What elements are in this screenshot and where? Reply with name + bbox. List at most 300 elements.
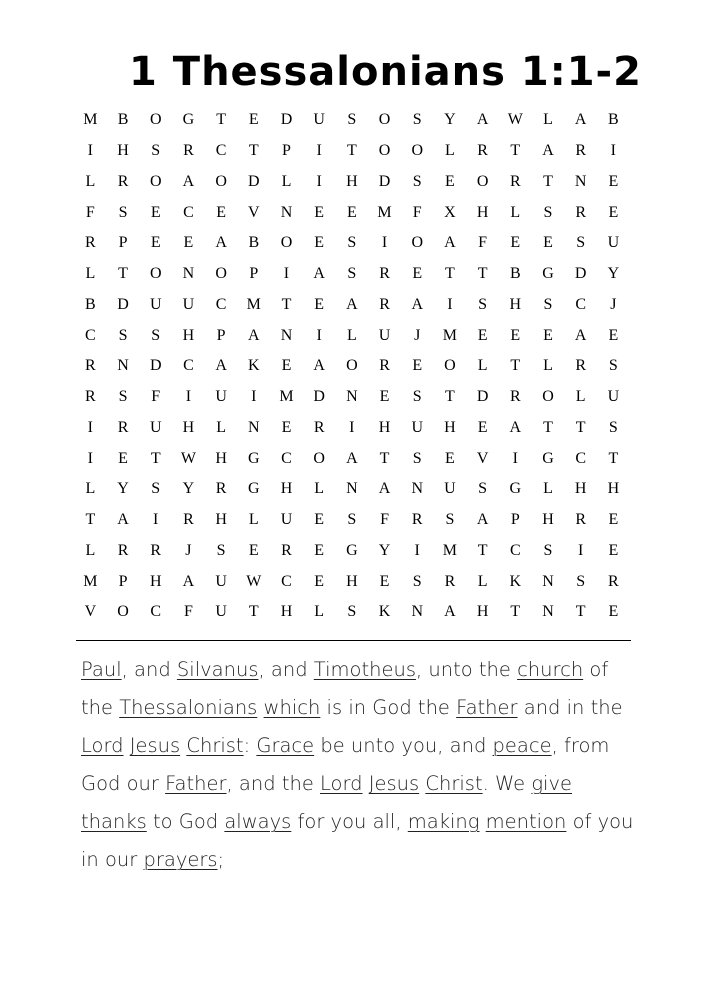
grid-letter: S xyxy=(347,265,357,283)
grid-letter: H xyxy=(444,418,456,436)
grid-letter: E xyxy=(281,418,292,436)
grid-letter: E xyxy=(379,388,390,406)
passage-text: : xyxy=(243,734,257,757)
grid-letter: I xyxy=(577,541,584,559)
grid-row xyxy=(74,167,630,198)
grid-letter: R xyxy=(575,511,586,529)
grid-letter: T xyxy=(445,265,455,283)
grid-letter: D xyxy=(117,295,129,313)
hidden-word: mention xyxy=(485,810,567,833)
grid-letter: Y xyxy=(607,265,620,283)
grid-letter: E xyxy=(314,295,325,313)
grid-letter: N xyxy=(411,480,423,498)
grid-letter: P xyxy=(118,572,128,590)
grid-letter: R xyxy=(150,541,162,559)
grid-letter: U xyxy=(149,295,162,313)
grid-letter: O xyxy=(149,265,162,283)
grid-letter: A xyxy=(411,295,423,313)
grid-letter: P xyxy=(118,234,128,252)
grid-letter: T xyxy=(477,541,488,559)
grid-letter: F xyxy=(183,603,193,621)
grid-letter: O xyxy=(149,111,162,129)
grid-letter: R xyxy=(379,265,390,283)
grid-letter: L xyxy=(543,111,553,129)
grid-letter: B xyxy=(117,111,129,129)
grid-letter: N xyxy=(542,603,554,621)
grid-letter: Y xyxy=(182,480,195,498)
grid-letter: S xyxy=(412,388,422,406)
grid-letter: J xyxy=(414,326,421,344)
hidden-word: Lord xyxy=(81,734,124,757)
grid-letter: E xyxy=(608,326,619,344)
grid-letter: G xyxy=(248,449,260,467)
hidden-word: Jesus xyxy=(129,734,181,757)
grid-letter: E xyxy=(314,234,325,252)
grid-row xyxy=(74,597,630,628)
word-search-grid xyxy=(74,105,630,628)
grid-row xyxy=(74,105,630,136)
grid-letter: C xyxy=(183,357,194,375)
grid-letter: L xyxy=(216,418,226,436)
grid-row xyxy=(74,443,630,474)
grid-letter: E xyxy=(314,572,325,590)
grid-letter: M xyxy=(246,295,261,313)
grid-letter: O xyxy=(215,265,227,283)
hidden-word: always xyxy=(224,810,292,833)
grid-letter: A xyxy=(476,511,489,529)
grid-letter: R xyxy=(313,418,325,436)
grid-letter: I xyxy=(349,418,355,436)
grid-letter: E xyxy=(412,357,423,375)
grid-letter: W xyxy=(180,449,196,467)
passage-text: . We xyxy=(482,772,532,795)
passage-text: ; xyxy=(217,848,225,871)
grid-letter: E xyxy=(608,511,619,529)
grid-letter: F xyxy=(412,203,422,221)
grid-letter: U xyxy=(215,388,227,406)
grid-letter: P xyxy=(282,142,291,160)
grid-letter: F xyxy=(380,511,389,529)
grid-letter: I xyxy=(414,541,420,559)
grid-letter: R xyxy=(509,172,521,190)
grid-letter: E xyxy=(543,326,553,344)
grid-letter: U xyxy=(411,418,423,436)
grid-letter: S xyxy=(347,603,357,621)
grid-row xyxy=(74,566,630,597)
grid-letter: A xyxy=(378,480,391,498)
grid-row xyxy=(74,382,630,413)
grid-letter: R xyxy=(183,142,194,160)
grid-letter: R xyxy=(509,388,521,406)
grid-letter: W xyxy=(246,572,262,590)
grid-letter: B xyxy=(248,234,260,252)
grid-letter: G xyxy=(346,541,358,559)
grid-letter: E xyxy=(608,603,619,621)
hidden-word: making xyxy=(407,810,480,833)
grid-letter: E xyxy=(608,541,619,559)
passage-text: be unto you, and xyxy=(314,734,493,757)
grid-letter: S xyxy=(412,111,422,129)
hidden-word: peace xyxy=(492,734,552,757)
grid-letter: E xyxy=(510,326,521,344)
grid-letter: M xyxy=(83,111,98,129)
grid-letter: R xyxy=(183,511,194,529)
passage-text: to God xyxy=(146,810,225,833)
grid-letter: C xyxy=(85,326,96,344)
grid-letter: O xyxy=(149,172,162,190)
grid-letter: T xyxy=(608,449,619,467)
grid-letter: S xyxy=(445,511,455,529)
grid-letter: U xyxy=(215,572,227,590)
grid-letter: D xyxy=(476,388,489,406)
grid-letter: S xyxy=(347,511,357,529)
grid-letter: E xyxy=(346,203,357,221)
hidden-word: Silvanus xyxy=(176,658,259,681)
grid-letter: T xyxy=(118,265,128,283)
grid-letter: O xyxy=(280,234,293,252)
passage-text: and in the xyxy=(517,696,623,719)
grid-letter: S xyxy=(216,541,226,559)
grid-letter: O xyxy=(444,357,456,375)
grid-letter: S xyxy=(412,572,422,590)
grid-letter: E xyxy=(314,511,325,529)
grid-letter: S xyxy=(151,326,161,344)
grid-letter: D xyxy=(248,172,260,190)
grid-letter: O xyxy=(411,142,423,160)
grid-letter: B xyxy=(85,295,96,313)
grid-letter: T xyxy=(543,418,553,436)
grid-letter: T xyxy=(510,357,521,375)
grid-letter: H xyxy=(182,326,195,344)
grid-letter: C xyxy=(183,203,194,221)
grid-letter: L xyxy=(281,172,292,190)
grid-letter: E xyxy=(216,203,226,221)
grid-letter: T xyxy=(510,142,521,160)
grid-letter: H xyxy=(542,511,554,529)
grid-letter: G xyxy=(248,480,260,498)
grid-letter: I xyxy=(512,449,518,467)
grid-letter: E xyxy=(281,357,292,375)
grid-letter: R xyxy=(281,541,292,559)
grid-letter: T xyxy=(543,172,553,190)
grid-letter: J xyxy=(610,295,617,313)
grid-letter: L xyxy=(543,357,553,375)
grid-letter: J xyxy=(185,541,192,559)
grid-letter: H xyxy=(280,603,293,621)
hidden-word: Grace xyxy=(256,734,315,757)
grid-letter: C xyxy=(150,603,162,621)
grid-letter: N xyxy=(117,357,129,375)
grid-letter: D xyxy=(280,111,293,129)
grid-letter: U xyxy=(149,418,162,436)
grid-letter: U xyxy=(182,295,195,313)
grid-letter: A xyxy=(542,142,554,160)
grid-letter: I xyxy=(87,418,93,436)
grid-letter: A xyxy=(313,265,325,283)
grid-letter: S xyxy=(543,295,553,313)
grid-letter: M xyxy=(442,326,458,344)
grid-letter: E xyxy=(477,326,488,344)
grid-letter: K xyxy=(248,357,260,375)
grid-letter: T xyxy=(150,449,161,467)
hidden-word: thanks xyxy=(81,810,147,833)
grid-letter: H xyxy=(346,572,358,590)
grid-letter: C xyxy=(575,295,586,313)
grid-letter: C xyxy=(215,142,227,160)
hidden-word: Father xyxy=(456,696,518,719)
grid-letter: H xyxy=(346,172,358,190)
grid-letter: E xyxy=(510,234,521,252)
grid-letter: A xyxy=(117,511,129,529)
grid-letter: A xyxy=(313,357,325,375)
grid-letter: R xyxy=(85,234,96,252)
grid-letter: I xyxy=(316,326,322,344)
grid-letter: S xyxy=(412,449,422,467)
grid-letter: T xyxy=(477,265,488,283)
grid-letter: M xyxy=(279,388,294,406)
grid-letter: E xyxy=(150,203,161,221)
grid-letter: I xyxy=(153,511,159,529)
grid-letter: E xyxy=(543,234,553,252)
grid-letter: I xyxy=(185,388,192,406)
grid-letter: M xyxy=(83,572,98,590)
grid-letter: L xyxy=(477,572,488,590)
grid-letter: R xyxy=(85,357,96,375)
grid-letter: T xyxy=(575,603,586,621)
grid-letter: E xyxy=(412,265,423,283)
grid-letter: S xyxy=(118,203,128,221)
grid-letter: E xyxy=(477,418,488,436)
grid-letter: R xyxy=(379,357,390,375)
grid-letter: E xyxy=(118,449,128,467)
grid-letter: O xyxy=(117,603,129,621)
passage-text: of the xyxy=(81,658,609,719)
grid-letter: R xyxy=(215,480,227,498)
grid-letter: A xyxy=(215,357,227,375)
grid-letter: N xyxy=(346,480,358,498)
grid-letter: L xyxy=(85,480,96,498)
grid-letter: O xyxy=(476,172,489,190)
grid-letter: S xyxy=(118,388,128,406)
grid-letter: H xyxy=(117,142,129,160)
grid-letter: I xyxy=(316,142,322,160)
grid-letter: C xyxy=(281,572,292,590)
grid-letter: C xyxy=(509,541,521,559)
grid-letter: A xyxy=(476,111,489,129)
hidden-word: Christ xyxy=(186,734,244,757)
grid-letter: L xyxy=(248,511,259,529)
grid-row xyxy=(74,320,630,351)
grid-row xyxy=(74,474,630,505)
passage-text: , and the xyxy=(226,772,321,795)
grid-letter: N xyxy=(542,572,554,590)
grid-letter: N xyxy=(411,603,423,621)
grid-letter: M xyxy=(377,203,392,221)
grid-letter: U xyxy=(444,480,456,498)
hidden-word: Father xyxy=(165,772,227,795)
grid-letter: R xyxy=(444,572,456,590)
grid-letter: T xyxy=(575,418,586,436)
divider xyxy=(76,640,631,641)
grid-letter: A xyxy=(346,449,358,467)
passage-text: for you all, xyxy=(291,810,408,833)
passage-text: , and xyxy=(121,658,177,681)
grid-row xyxy=(74,228,630,259)
grid-letter: R xyxy=(379,295,390,313)
grid-row xyxy=(74,197,630,228)
grid-letter: L xyxy=(314,480,325,498)
grid-letter: N xyxy=(248,418,260,436)
grid-letter: R xyxy=(411,511,423,529)
grid-letter: L xyxy=(543,480,553,498)
grid-letter: O xyxy=(313,449,325,467)
grid-letter: O xyxy=(542,388,554,406)
grid-letter: L xyxy=(346,326,357,344)
grid-letter: O xyxy=(411,234,423,252)
grid-letter: V xyxy=(84,603,97,621)
hidden-word: Thessalonians xyxy=(119,696,258,719)
hidden-word: Timotheus xyxy=(313,658,416,681)
grid-letter: T xyxy=(281,295,292,313)
passage-text: is in God the xyxy=(320,696,457,719)
grid-letter: P xyxy=(249,265,259,283)
grid-letter: G xyxy=(509,480,522,498)
grid-letter: O xyxy=(378,111,391,129)
grid-letter: H xyxy=(476,203,489,221)
grid-letter: N xyxy=(280,326,293,344)
grid-letter: D xyxy=(149,357,162,375)
grid-letter: E xyxy=(314,541,325,559)
grid-letter: T xyxy=(216,111,226,129)
grid-letter: G xyxy=(542,265,554,283)
passage-text: , from God our xyxy=(81,734,610,795)
grid-letter: D xyxy=(574,265,587,283)
grid-letter: R xyxy=(575,357,586,375)
grid-letter: T xyxy=(346,142,357,160)
grid-letter: A xyxy=(574,111,587,129)
grid-letter: S xyxy=(608,418,618,436)
grid-row xyxy=(74,259,630,290)
grid-letter: R xyxy=(117,172,129,190)
grid-letter: P xyxy=(216,326,226,344)
grid-letter: Y xyxy=(444,111,456,129)
grid-letter: B xyxy=(509,265,521,283)
grid-letter: S xyxy=(608,357,618,375)
grid-letter: C xyxy=(281,449,292,467)
grid-letter: L xyxy=(445,142,455,160)
grid-letter: A xyxy=(444,603,456,621)
grid-letter: W xyxy=(507,111,523,129)
grid-letter: M xyxy=(442,541,458,559)
hidden-word: give xyxy=(531,772,572,795)
grid-letter: S xyxy=(543,541,553,559)
grid-letter: S xyxy=(543,203,553,221)
grid-letter: A xyxy=(182,172,195,190)
grid-letter: S xyxy=(478,295,488,313)
grid-letter: Y xyxy=(117,480,129,498)
grid-letter: T xyxy=(379,449,390,467)
grid-letter: E xyxy=(248,111,259,129)
grid-letter: N xyxy=(346,388,358,406)
grid-letter: D xyxy=(313,388,325,406)
grid-letter: H xyxy=(378,418,391,436)
grid-letter: R xyxy=(117,418,129,436)
grid-row xyxy=(74,290,630,321)
grid-letter: E xyxy=(248,541,259,559)
grid-letter: C xyxy=(575,449,586,467)
grid-letter: O xyxy=(346,357,358,375)
grid-letter: E xyxy=(314,203,325,221)
grid-letter: H xyxy=(215,511,227,529)
grid-letter: I xyxy=(316,172,322,190)
grid-letter: F xyxy=(478,234,488,252)
grid-letter: K xyxy=(509,572,522,590)
grid-row xyxy=(74,351,630,382)
grid-row xyxy=(74,505,630,536)
passage-text: , unto the xyxy=(415,658,518,681)
grid-letter: E xyxy=(445,449,455,467)
grid-letter: U xyxy=(215,603,227,621)
grid-row xyxy=(74,413,630,444)
grid-letter: S xyxy=(347,111,357,129)
grid-letter: N xyxy=(574,172,587,190)
grid-letter: O xyxy=(378,142,391,160)
grid-letter: U xyxy=(607,388,620,406)
grid-letter: T xyxy=(445,388,455,406)
grid-letter: S xyxy=(576,572,586,590)
grid-letter: T xyxy=(85,511,96,529)
grid-letter: U xyxy=(607,234,620,252)
grid-letter: E xyxy=(445,172,455,190)
grid-letter: H xyxy=(476,603,489,621)
hidden-word: which xyxy=(263,696,321,719)
grid-letter: I xyxy=(87,142,93,160)
grid-letter: E xyxy=(379,572,390,590)
hidden-word: Paul xyxy=(81,658,122,681)
grid-letter: H xyxy=(509,295,522,313)
grid-letter: A xyxy=(574,326,587,344)
grid-letter: U xyxy=(313,111,325,129)
grid-letter: X xyxy=(444,203,456,221)
scripture-passage xyxy=(81,651,641,879)
grid-letter: H xyxy=(215,449,227,467)
grid-letter: A xyxy=(182,572,195,590)
grid-letter: L xyxy=(85,541,96,559)
grid-letter: A xyxy=(444,234,456,252)
grid-letter: L xyxy=(85,265,96,283)
grid-letter: I xyxy=(447,295,453,313)
grid-letter: H xyxy=(182,418,195,436)
grid-letter: A xyxy=(248,326,260,344)
grid-letter: P xyxy=(510,511,520,529)
hidden-word: church xyxy=(517,658,584,681)
grid-letter: S xyxy=(576,234,586,252)
grid-letter: I xyxy=(251,388,257,406)
grid-letter: N xyxy=(182,265,195,283)
grid-letter: R xyxy=(117,541,129,559)
grid-letter: G xyxy=(542,449,554,467)
grid-letter: E xyxy=(183,234,194,252)
grid-letter: K xyxy=(378,603,391,621)
grid-letter: T xyxy=(248,603,259,621)
grid-letter: B xyxy=(608,111,619,129)
grid-letter: Y xyxy=(378,541,391,559)
passage-text: of you in our xyxy=(81,810,634,871)
hidden-word: Jesus xyxy=(368,772,420,795)
grid-letter: F xyxy=(151,388,161,406)
grid-letter: S xyxy=(151,142,161,160)
grid-letter: L xyxy=(575,388,586,406)
